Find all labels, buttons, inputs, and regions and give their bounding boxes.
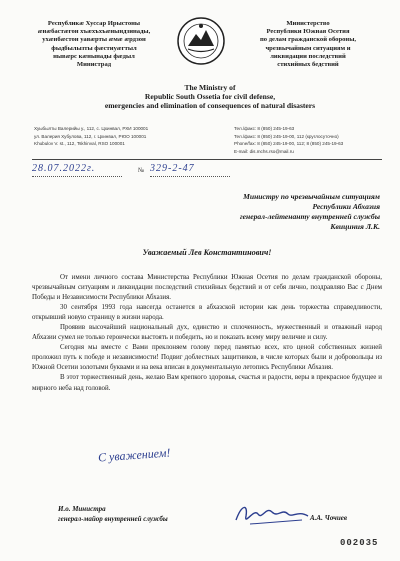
header-ossetian xyxy=(10,20,178,69)
header-line: по делам гражданской обороны, xyxy=(259,36,357,44)
address-line: Khubulov V. st., 112, Tskhinval, RSO 100001 xyxy=(34,141,125,146)
addressee-block xyxy=(150,192,380,232)
handwritten-closing: С уважением! xyxy=(97,445,171,465)
header-line: ухæнбæстон уавæрты æмæ æрдзон xyxy=(42,36,146,44)
letter-date: 28.07.2022г. xyxy=(32,163,96,174)
letter-body xyxy=(32,273,382,394)
letter-number: 329-2-47 xyxy=(150,163,195,174)
header-line: фыдбылызты фæстиуæгтыл xyxy=(51,44,137,52)
contact-line: Phone/fax: 8 (850) 245-19-00, 112; 8 (850) 245-19-63 xyxy=(234,141,344,146)
header-line: нывæрс кæнынады фæдыл xyxy=(53,52,135,60)
signatory-title xyxy=(58,504,168,524)
header-line: æнæбастæгон хъæхъхъæнындзинады, xyxy=(37,28,151,36)
document-serial-number: 002035 xyxy=(340,538,379,548)
contact-line: Тел./факс: 8 (850) 245-19-00, 112 (круглосуточно) xyxy=(234,133,339,139)
addressee-line: генерал-лейтенанту внутренней службы xyxy=(239,212,380,221)
header-russian xyxy=(224,20,392,69)
date-underline xyxy=(32,176,122,177)
salutation: Уважаемый Лев Константинович! xyxy=(142,248,272,257)
number-underline xyxy=(150,176,230,177)
body-paragraph: 30 сентября 1993 года навсегда останется в абхазской истории как день торжества справедливости, открывший новую страницу в жизни народа. xyxy=(32,304,382,322)
body-paragraph: От имени личного состава Министерства Республики Южная Осетия по делам гражданской обороны, чрезвычайным ситуациям и ликвидации последствий стихийных бедствий и от себя лично, поздравляю Вас с Днем Победы и Независимости Республики Абхазия. xyxy=(32,274,382,302)
body-paragraph: Проявив высочайший национальный дух, единство и сплоченность, мужественный и отважный народ Абхазии сумел не только героически выстоять и победить, но и показать всему миру величие и силу. xyxy=(32,324,382,342)
header-line: The Ministry of xyxy=(184,83,236,92)
contact-line: E-mail: dis.mchs.rso@mail.ru xyxy=(234,148,294,154)
header-line: emergencies and elimination of consequences of natural disasters xyxy=(104,101,316,111)
address-line: ул. Валерия Хубулова, 112, г. Цхинвал, РЮО 100001 xyxy=(34,133,147,139)
header-line: Republic South Ossetia for civil defense, xyxy=(144,92,276,102)
addressee-line: Квициния Л.К. xyxy=(330,222,380,231)
header-line: Республикæ Хуссар Ирыстоны xyxy=(47,20,141,27)
address-left xyxy=(34,125,234,148)
body-paragraph: Сегодня мы вместе с Вами преклоняем голову перед памятью всех, кто ценой собственных жизней проложил путь к победе и независимости! Подвиг доблестных защитников, в числе которых были и добровольцы из Южной Осетии золотыми буквами и на века вписан в документальную летопись Республики Абхазия. xyxy=(32,344,382,372)
header-line: Республики Южная Осетия xyxy=(266,28,350,36)
address-line: Хуыбылты Валерийы у., 112, с. Цхинвал, РХИ 100001 xyxy=(34,126,149,131)
signatory-name: А.А. Чочиев xyxy=(310,514,347,522)
signatory-title-line: генерал-майор внутренней службы xyxy=(58,515,168,523)
address-right xyxy=(234,125,384,155)
header-line: ликвидации последствий xyxy=(270,52,346,60)
header-line: чрезвычайным ситуациям и xyxy=(265,44,351,52)
header-line: стихийных бедствий xyxy=(277,61,339,69)
header-divider xyxy=(32,159,382,160)
body-paragraph: В этот торжественный день, желаю Вам крепкого здоровья, счастья и радости, веры в прекрасное будущее и мирного неба над головой. xyxy=(32,374,382,392)
addressee-line: Министру по чрезвычайным ситуациям xyxy=(243,192,380,201)
header-english xyxy=(60,83,360,111)
header-line: Министрад xyxy=(76,61,112,69)
addressee-line: Республики Абхазия xyxy=(312,202,380,211)
number-label: № xyxy=(138,167,145,174)
handwritten-signature-icon xyxy=(232,498,312,530)
emblem-seal-icon xyxy=(176,16,226,66)
contact-line: Тел./факс: 8 (850) 245-19-63 xyxy=(234,126,295,131)
signatory-title-line: И.о. Министра xyxy=(58,505,106,513)
header-line: Министерство xyxy=(286,20,330,27)
